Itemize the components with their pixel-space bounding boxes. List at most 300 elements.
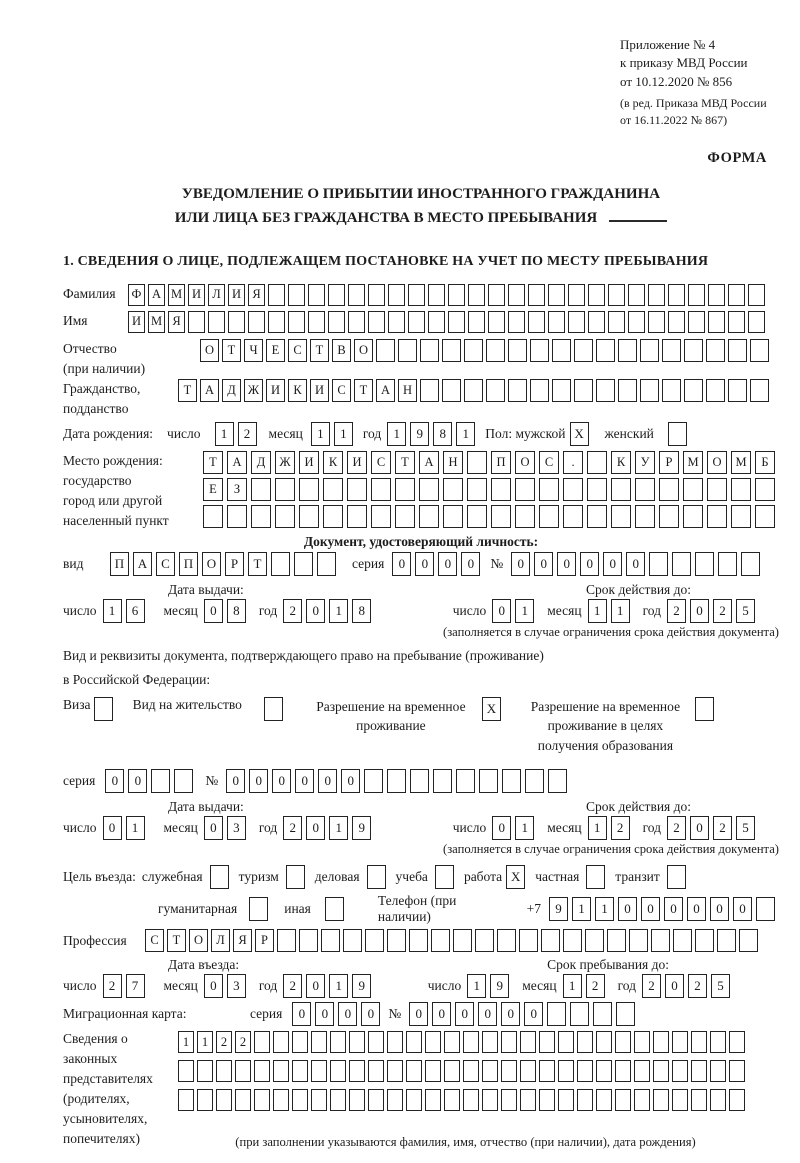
form-cell[interactable] (520, 1031, 536, 1053)
form-cell[interactable]: 0 (306, 816, 325, 840)
form-cell[interactable] (634, 1031, 650, 1053)
form-cell[interactable]: 1 (387, 422, 406, 446)
residence-expiry-year-boxes[interactable] (667, 816, 759, 840)
form-cell[interactable]: Л (211, 929, 230, 952)
form-cell[interactable] (299, 478, 319, 501)
form-cell[interactable] (349, 1089, 365, 1111)
form-cell[interactable]: К (288, 379, 307, 402)
form-cell[interactable]: 0 (501, 1002, 520, 1026)
form-cell[interactable] (691, 1089, 707, 1111)
birth-year-boxes[interactable] (387, 422, 479, 446)
form-cell[interactable]: Я (248, 284, 265, 306)
form-cell[interactable] (347, 478, 367, 501)
form-cell[interactable] (539, 505, 559, 528)
form-cell[interactable] (755, 505, 775, 528)
form-cell[interactable] (216, 1060, 232, 1082)
form-cell[interactable] (431, 929, 450, 952)
form-cell[interactable] (330, 1031, 346, 1053)
form-cell[interactable] (425, 1060, 441, 1082)
form-cell[interactable]: Т (248, 552, 267, 576)
form-cell[interactable] (707, 478, 727, 501)
form-cell[interactable]: 0 (292, 1002, 311, 1026)
form-cell[interactable] (596, 379, 615, 402)
migration-series-boxes[interactable] (292, 1002, 384, 1026)
form-cell[interactable]: М (148, 311, 165, 333)
form-cell[interactable] (570, 1002, 589, 1026)
representatives-row2[interactable] (178, 1060, 748, 1082)
form-cell[interactable] (308, 311, 325, 333)
form-cell[interactable]: 2 (283, 599, 302, 623)
form-cell[interactable] (174, 769, 193, 793)
form-cell[interactable]: 0 (315, 1002, 334, 1026)
form-cell[interactable]: 0 (557, 552, 576, 576)
form-cell[interactable]: 2 (713, 816, 732, 840)
form-cell[interactable] (479, 769, 498, 793)
form-cell[interactable]: Д (251, 451, 271, 474)
form-cell[interactable] (442, 339, 461, 362)
form-cell[interactable] (482, 1089, 498, 1111)
form-cell[interactable]: О (189, 929, 208, 952)
form-cell[interactable]: . (563, 451, 583, 474)
form-cell[interactable]: 0 (409, 1002, 428, 1026)
form-cell[interactable] (634, 1089, 650, 1111)
form-cell[interactable] (368, 311, 385, 333)
form-cell[interactable] (710, 1089, 726, 1111)
form-cell[interactable] (395, 478, 415, 501)
form-cell[interactable] (718, 552, 737, 576)
doc-number-boxes[interactable] (511, 552, 764, 576)
form-cell[interactable] (672, 1089, 688, 1111)
form-cell[interactable] (588, 284, 605, 306)
form-cell[interactable] (750, 339, 769, 362)
profession-boxes[interactable] (145, 929, 761, 952)
form-cell[interactable] (530, 339, 549, 362)
form-cell[interactable] (748, 311, 765, 333)
form-cell[interactable]: И (128, 311, 145, 333)
form-cell[interactable] (741, 552, 760, 576)
form-cell[interactable] (593, 1002, 612, 1026)
form-cell[interactable] (706, 379, 725, 402)
sex-female-checkbox[interactable] (668, 422, 687, 446)
form-cell[interactable] (611, 478, 631, 501)
birth-place-row3[interactable] (203, 505, 779, 528)
form-cell[interactable] (710, 1031, 726, 1053)
form-cell[interactable]: 0 (361, 1002, 380, 1026)
form-cell[interactable] (563, 478, 583, 501)
form-cell[interactable]: 1 (329, 599, 348, 623)
form-cell[interactable] (277, 929, 296, 952)
form-cell[interactable] (708, 311, 725, 333)
form-cell[interactable]: 0 (204, 974, 223, 998)
form-cell[interactable]: 0 (272, 769, 291, 793)
form-cell[interactable]: 0 (626, 552, 645, 576)
form-cell[interactable] (444, 1060, 460, 1082)
form-cell[interactable] (615, 1060, 631, 1082)
form-cell[interactable] (347, 505, 367, 528)
form-cell[interactable]: А (133, 552, 152, 576)
form-cell[interactable] (349, 1031, 365, 1053)
form-cell[interactable] (530, 379, 549, 402)
form-cell[interactable] (501, 1031, 517, 1053)
edu-permit-checkbox[interactable] (695, 697, 714, 721)
visa-checkbox[interactable] (94, 697, 113, 721)
form-cell[interactable]: 5 (736, 816, 755, 840)
form-cell[interactable]: 9 (490, 974, 509, 998)
representatives-row1[interactable] (178, 1031, 748, 1053)
purpose-study-checkbox[interactable] (435, 865, 454, 889)
form-cell[interactable]: 0 (306, 599, 325, 623)
form-cell[interactable]: 2 (688, 974, 707, 998)
form-cell[interactable]: Ж (244, 379, 263, 402)
form-cell[interactable] (508, 311, 525, 333)
form-cell[interactable] (596, 1031, 612, 1053)
form-cell[interactable]: 1 (572, 897, 591, 921)
form-cell[interactable] (387, 769, 406, 793)
form-cell[interactable] (629, 929, 648, 952)
form-cell[interactable] (323, 478, 343, 501)
form-cell[interactable] (668, 311, 685, 333)
form-cell[interactable] (756, 897, 775, 921)
form-cell[interactable] (588, 311, 605, 333)
form-cell[interactable]: У (635, 451, 655, 474)
form-cell[interactable] (634, 1060, 650, 1082)
form-cell[interactable] (628, 284, 645, 306)
form-cell[interactable] (684, 379, 703, 402)
form-cell[interactable] (648, 311, 665, 333)
form-cell[interactable] (408, 311, 425, 333)
patronymic-boxes[interactable] (200, 339, 772, 362)
form-cell[interactable] (731, 478, 751, 501)
form-cell[interactable] (216, 1089, 232, 1111)
form-cell[interactable] (268, 311, 285, 333)
form-cell[interactable] (548, 311, 565, 333)
purpose-transit-checkbox[interactable] (667, 865, 686, 889)
form-cell[interactable]: Н (398, 379, 417, 402)
form-cell[interactable] (317, 552, 336, 576)
temp-permit-checkbox[interactable]: X (482, 697, 501, 721)
form-cell[interactable] (387, 1031, 403, 1053)
form-cell[interactable]: 0 (690, 816, 709, 840)
stay-day-boxes[interactable] (467, 974, 513, 998)
form-cell[interactable] (548, 284, 565, 306)
form-cell[interactable]: Т (222, 339, 241, 362)
form-cell[interactable] (299, 929, 318, 952)
form-cell[interactable] (684, 339, 703, 362)
form-cell[interactable] (673, 929, 692, 952)
form-cell[interactable] (552, 339, 571, 362)
form-cell[interactable] (640, 339, 659, 362)
form-cell[interactable] (467, 478, 487, 501)
form-cell[interactable]: 0 (461, 552, 480, 576)
form-cell[interactable]: Т (354, 379, 373, 402)
issue-day-boxes[interactable] (103, 599, 149, 623)
form-cell[interactable]: 2 (103, 974, 122, 998)
form-cell[interactable]: 8 (352, 599, 371, 623)
form-cell[interactable] (515, 505, 535, 528)
form-cell[interactable] (395, 505, 415, 528)
form-cell[interactable] (731, 505, 751, 528)
form-cell[interactable] (577, 1031, 593, 1053)
form-cell[interactable] (197, 1089, 213, 1111)
form-cell[interactable]: 2 (238, 422, 257, 446)
form-cell[interactable]: Т (178, 379, 197, 402)
form-cell[interactable] (299, 505, 319, 528)
representatives-row3[interactable] (178, 1089, 748, 1111)
form-cell[interactable] (364, 769, 383, 793)
form-cell[interactable] (539, 1031, 555, 1053)
form-cell[interactable] (197, 1060, 213, 1082)
form-cell[interactable] (563, 929, 582, 952)
form-cell[interactable]: О (200, 339, 219, 362)
form-cell[interactable]: А (419, 451, 439, 474)
form-cell[interactable]: 0 (105, 769, 124, 793)
form-cell[interactable]: 0 (641, 897, 660, 921)
form-cell[interactable] (464, 339, 483, 362)
form-cell[interactable]: 0 (690, 599, 709, 623)
form-cell[interactable] (668, 284, 685, 306)
form-cell[interactable] (748, 284, 765, 306)
form-cell[interactable] (558, 1060, 574, 1082)
form-cell[interactable]: 0 (392, 552, 411, 576)
form-cell[interactable] (662, 379, 681, 402)
form-cell[interactable]: 1 (515, 816, 534, 840)
form-cell[interactable]: 2 (283, 816, 302, 840)
form-cell[interactable] (539, 478, 559, 501)
form-cell[interactable]: 0 (534, 552, 553, 576)
form-cell[interactable]: 0 (249, 769, 268, 793)
form-cell[interactable] (254, 1060, 270, 1082)
form-cell[interactable] (406, 1060, 422, 1082)
form-cell[interactable]: 0 (128, 769, 147, 793)
expiry-year-boxes[interactable] (667, 599, 759, 623)
form-cell[interactable] (541, 929, 560, 952)
form-cell[interactable] (208, 311, 225, 333)
form-cell[interactable] (607, 929, 626, 952)
form-cell[interactable]: 2 (667, 816, 686, 840)
form-cell[interactable] (288, 284, 305, 306)
form-cell[interactable]: Т (395, 451, 415, 474)
form-cell[interactable] (349, 1060, 365, 1082)
residence-issue-day-boxes[interactable] (103, 816, 149, 840)
residence-number-boxes[interactable] (226, 769, 571, 793)
form-cell[interactable]: 2 (216, 1031, 232, 1053)
form-cell[interactable] (420, 339, 439, 362)
expiry-month-boxes[interactable] (588, 599, 634, 623)
form-cell[interactable]: 1 (515, 599, 534, 623)
phone-boxes[interactable] (549, 897, 779, 921)
form-cell[interactable] (330, 1089, 346, 1111)
form-cell[interactable]: А (227, 451, 247, 474)
form-cell[interactable]: Я (168, 311, 185, 333)
form-cell[interactable] (368, 1031, 384, 1053)
form-cell[interactable] (729, 1089, 745, 1111)
issue-year-boxes[interactable] (283, 599, 375, 623)
form-cell[interactable]: 0 (306, 974, 325, 998)
form-cell[interactable]: Д (222, 379, 241, 402)
form-cell[interactable] (467, 451, 487, 474)
form-cell[interactable] (519, 929, 538, 952)
residence-series-boxes[interactable] (105, 769, 197, 793)
purpose-humanitarian-checkbox[interactable] (249, 897, 268, 921)
form-cell[interactable] (368, 1060, 384, 1082)
form-cell[interactable]: 9 (410, 422, 429, 446)
form-cell[interactable] (596, 1060, 612, 1082)
residence-expiry-month-boxes[interactable] (588, 816, 634, 840)
form-cell[interactable] (321, 929, 340, 952)
doc-series-boxes[interactable] (392, 552, 484, 576)
form-cell[interactable] (574, 379, 593, 402)
form-cell[interactable] (398, 339, 417, 362)
form-cell[interactable] (254, 1031, 270, 1053)
form-cell[interactable] (501, 1089, 517, 1111)
form-cell[interactable]: 2 (235, 1031, 251, 1053)
form-cell[interactable] (456, 769, 475, 793)
form-cell[interactable] (368, 284, 385, 306)
form-cell[interactable] (568, 284, 585, 306)
form-cell[interactable]: 1 (311, 422, 330, 446)
form-cell[interactable]: М (731, 451, 751, 474)
form-cell[interactable] (311, 1031, 327, 1053)
issue-month-boxes[interactable] (204, 599, 250, 623)
form-cell[interactable] (323, 505, 343, 528)
form-cell[interactable] (717, 929, 736, 952)
form-cell[interactable]: 1 (611, 599, 630, 623)
form-cell[interactable]: 0 (226, 769, 245, 793)
form-cell[interactable] (563, 505, 583, 528)
form-cell[interactable] (235, 1089, 251, 1111)
form-cell[interactable]: С (145, 929, 164, 952)
form-cell[interactable]: А (148, 284, 165, 306)
form-cell[interactable]: Т (167, 929, 186, 952)
purpose-private-checkbox[interactable] (586, 865, 605, 889)
form-cell[interactable]: 0 (478, 1002, 497, 1026)
form-cell[interactable] (368, 1089, 384, 1111)
form-cell[interactable]: 1 (588, 599, 607, 623)
form-cell[interactable]: И (310, 379, 329, 402)
form-cell[interactable] (728, 311, 745, 333)
form-cell[interactable] (410, 769, 429, 793)
form-cell[interactable]: К (323, 451, 343, 474)
form-cell[interactable] (728, 339, 747, 362)
form-cell[interactable] (596, 1089, 612, 1111)
form-cell[interactable]: З (227, 478, 247, 501)
purpose-work-checkbox[interactable]: X (506, 865, 525, 889)
form-cell[interactable] (653, 1089, 669, 1111)
form-cell[interactable]: 1 (197, 1031, 213, 1053)
form-cell[interactable] (235, 1060, 251, 1082)
form-cell[interactable]: 0 (665, 974, 684, 998)
migration-number-boxes[interactable] (409, 1002, 639, 1026)
form-cell[interactable] (688, 284, 705, 306)
form-cell[interactable]: 6 (126, 599, 145, 623)
form-cell[interactable] (491, 505, 511, 528)
expiry-day-boxes[interactable] (492, 599, 538, 623)
form-cell[interactable] (273, 1060, 289, 1082)
citizenship-boxes[interactable] (178, 379, 772, 402)
form-cell[interactable]: 1 (563, 974, 582, 998)
form-cell[interactable]: И (347, 451, 367, 474)
form-cell[interactable] (651, 929, 670, 952)
form-cell[interactable]: 2 (586, 974, 605, 998)
form-cell[interactable] (608, 284, 625, 306)
form-cell[interactable]: 0 (204, 816, 223, 840)
form-cell[interactable] (178, 1060, 194, 1082)
form-cell[interactable] (387, 1060, 403, 1082)
form-cell[interactable] (739, 929, 758, 952)
form-cell[interactable]: 0 (438, 552, 457, 576)
form-cell[interactable]: 1 (215, 422, 234, 446)
form-cell[interactable] (491, 478, 511, 501)
form-cell[interactable]: 0 (492, 599, 511, 623)
purpose-official-checkbox[interactable] (210, 865, 229, 889)
form-cell[interactable] (428, 284, 445, 306)
form-cell[interactable] (444, 1031, 460, 1053)
form-cell[interactable] (376, 339, 395, 362)
form-cell[interactable] (691, 1060, 707, 1082)
form-cell[interactable]: 1 (588, 816, 607, 840)
form-cell[interactable]: 0 (432, 1002, 451, 1026)
form-cell[interactable] (547, 1002, 566, 1026)
form-cell[interactable]: Е (266, 339, 285, 362)
form-cell[interactable] (618, 379, 637, 402)
form-cell[interactable] (729, 1060, 745, 1082)
form-cell[interactable]: В (332, 339, 351, 362)
form-cell[interactable]: 1 (595, 897, 614, 921)
purpose-tourism-checkbox[interactable] (286, 865, 305, 889)
form-cell[interactable]: 0 (204, 599, 223, 623)
form-cell[interactable] (539, 1060, 555, 1082)
form-cell[interactable] (448, 311, 465, 333)
form-cell[interactable] (425, 1031, 441, 1053)
form-cell[interactable] (371, 505, 391, 528)
form-cell[interactable] (707, 505, 727, 528)
form-cell[interactable] (425, 1089, 441, 1111)
sex-male-checkbox[interactable]: X (570, 422, 589, 446)
form-cell[interactable] (750, 379, 769, 402)
birth-day-boxes[interactable] (215, 422, 261, 446)
form-cell[interactable] (328, 311, 345, 333)
form-cell[interactable]: Р (659, 451, 679, 474)
form-cell[interactable] (442, 379, 461, 402)
form-cell[interactable]: 0 (580, 552, 599, 576)
form-cell[interactable] (501, 1060, 517, 1082)
form-cell[interactable] (728, 379, 747, 402)
form-cell[interactable]: С (156, 552, 175, 576)
purpose-other-checkbox[interactable] (325, 897, 344, 921)
form-cell[interactable] (552, 379, 571, 402)
form-cell[interactable] (608, 311, 625, 333)
form-cell[interactable] (488, 311, 505, 333)
form-cell[interactable] (728, 284, 745, 306)
form-cell[interactable]: 1 (329, 816, 348, 840)
form-cell[interactable]: 0 (338, 1002, 357, 1026)
form-cell[interactable]: 0 (524, 1002, 543, 1026)
form-cell[interactable]: 0 (341, 769, 360, 793)
form-cell[interactable] (248, 311, 265, 333)
form-cell[interactable]: А (200, 379, 219, 402)
surname-boxes[interactable] (128, 284, 768, 306)
form-cell[interactable] (528, 284, 545, 306)
form-cell[interactable] (683, 505, 703, 528)
form-cell[interactable] (653, 1031, 669, 1053)
entry-year-boxes[interactable] (283, 974, 375, 998)
form-cell[interactable] (271, 552, 290, 576)
form-cell[interactable]: 2 (667, 599, 686, 623)
form-cell[interactable] (371, 478, 391, 501)
form-cell[interactable]: 7 (126, 974, 145, 998)
form-cell[interactable] (587, 505, 607, 528)
form-cell[interactable]: О (515, 451, 535, 474)
